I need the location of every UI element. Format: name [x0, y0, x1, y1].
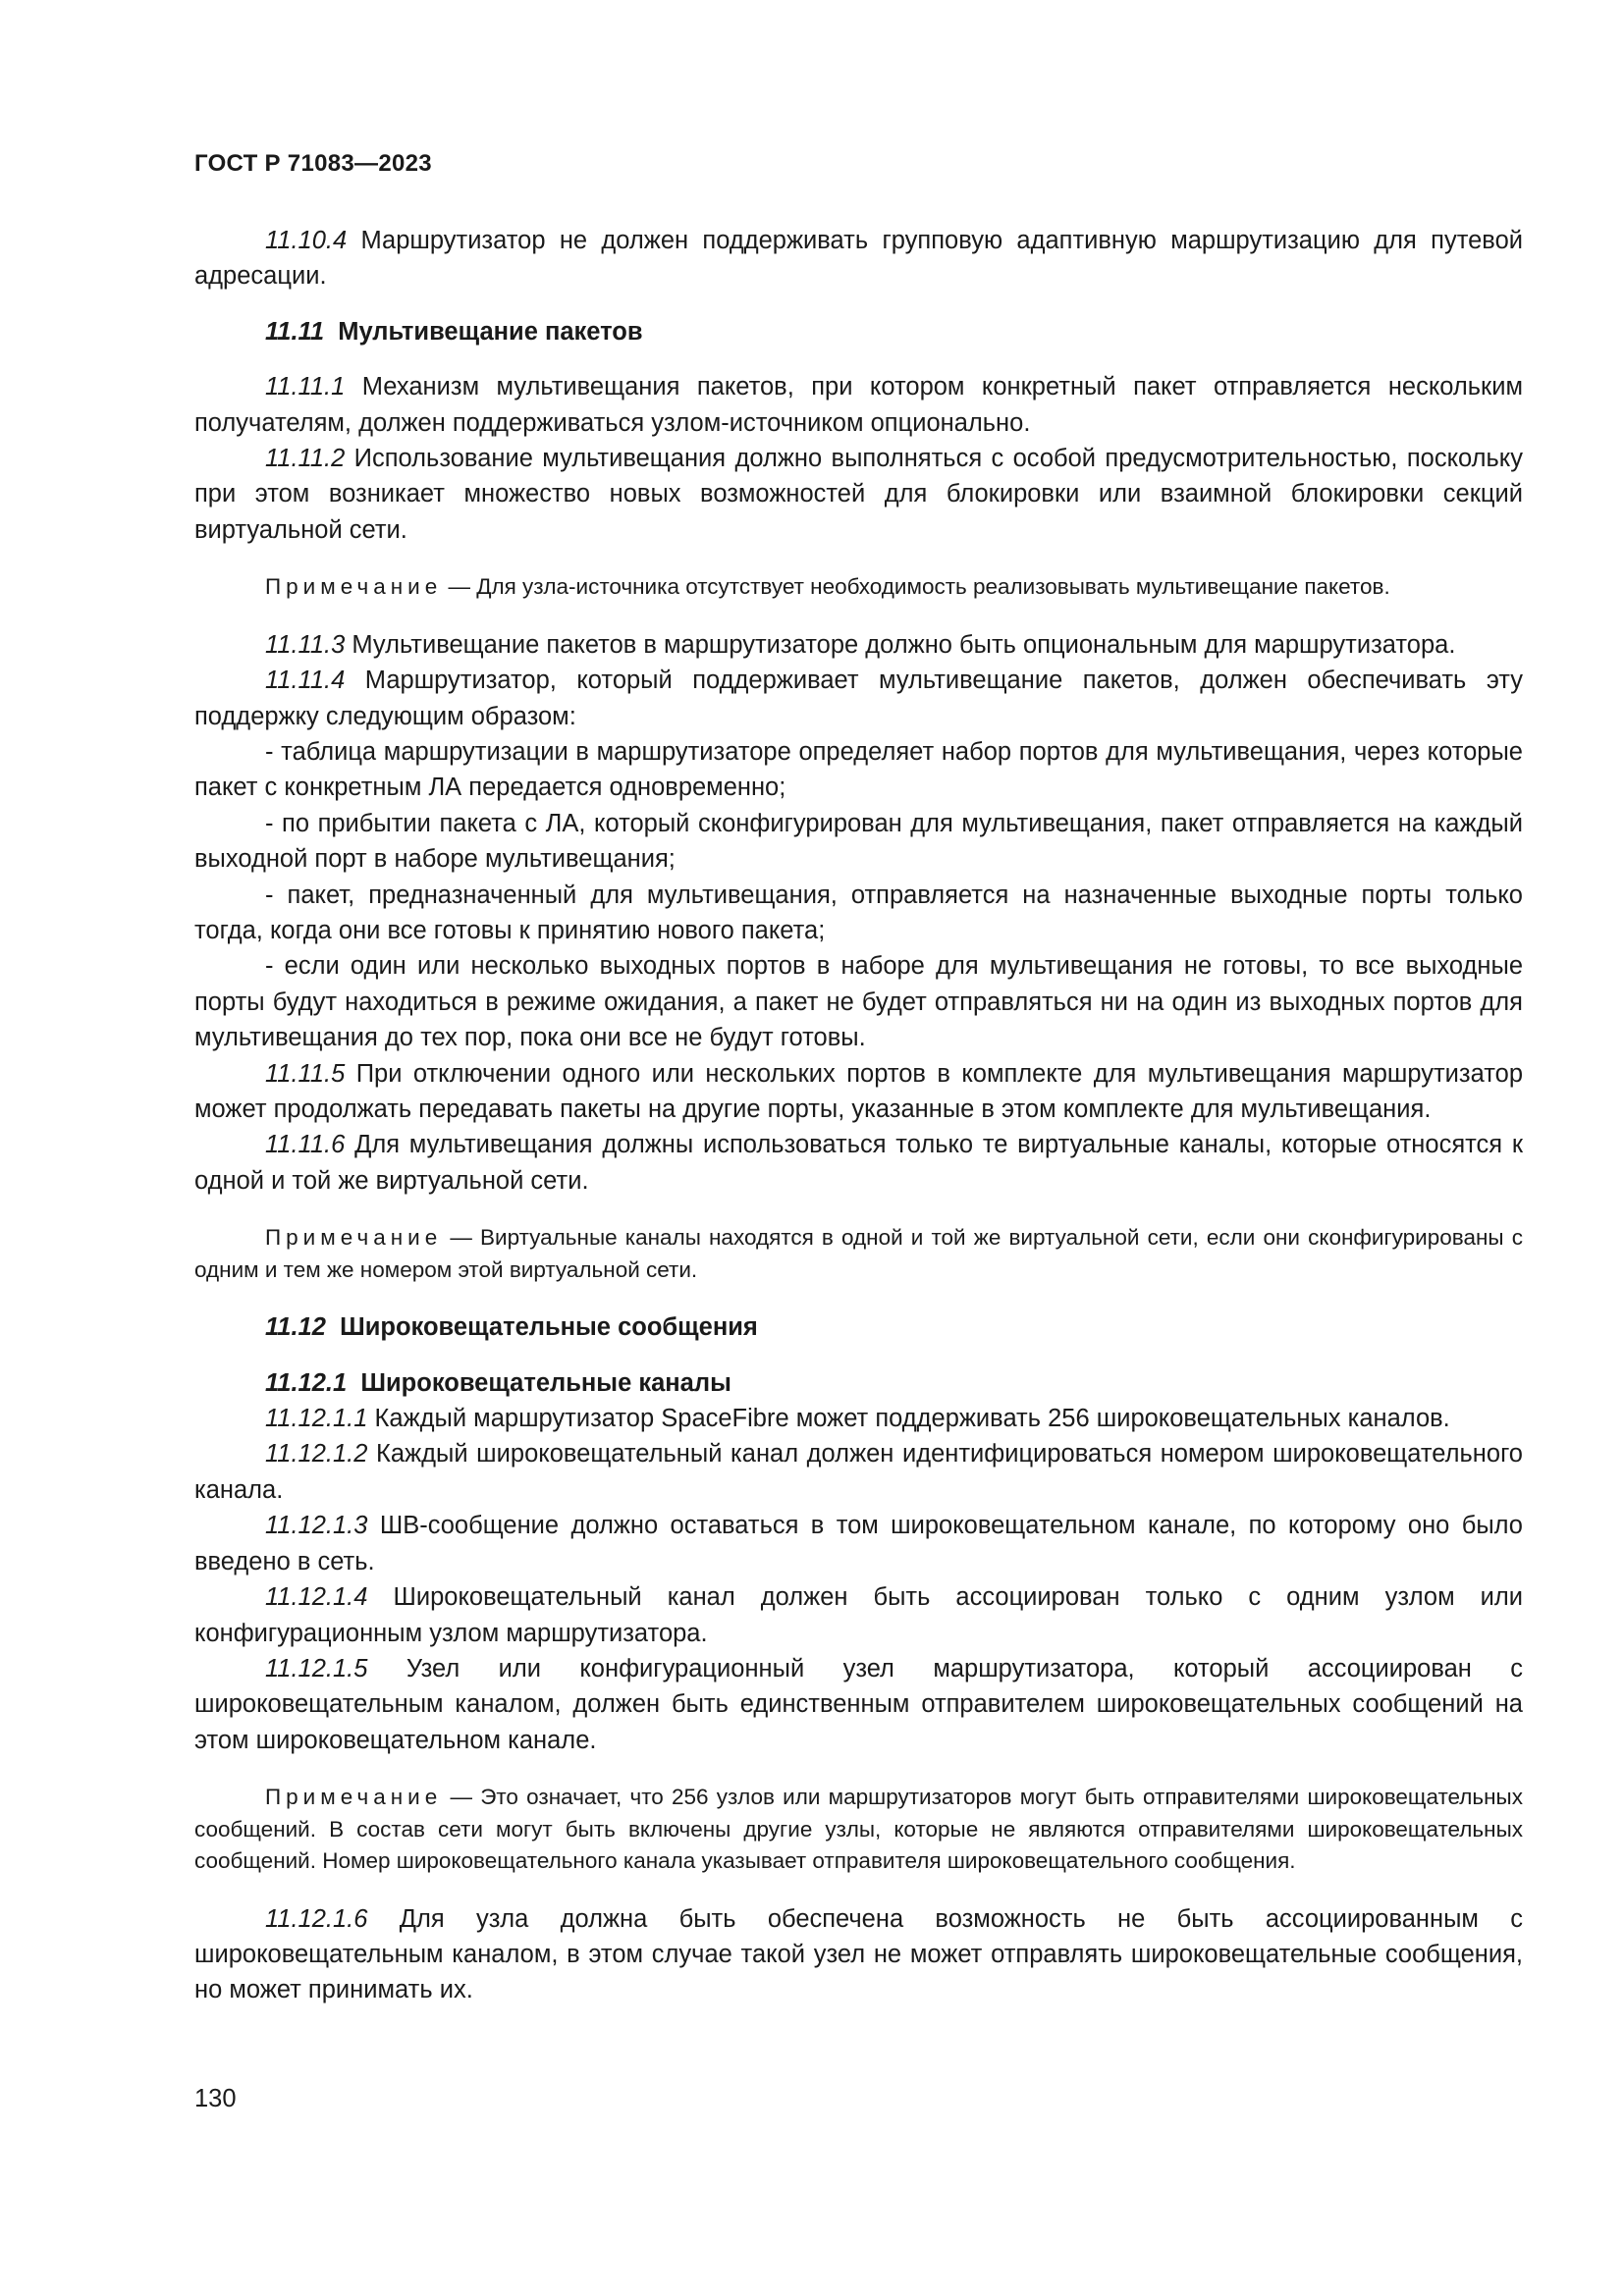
section-heading-11-12 — [194, 1309, 1523, 1345]
paragraph-11-12-1-6 — [194, 1901, 1523, 2008]
clause-text: Узел или конфигурационный узел маршрутизатора, который ассоциирован с широковещательным каналом, должен быть единственным отправителем широковещательных сообщений на этом широковещательном канале. — [194, 1654, 1523, 1754]
list-item: - если один или несколько выходных портов в наборе для мультивещания не готовы, то все выходные порты будут находиться в режиме ожидания, а пакет не будет отправляться ни на один из выходных портов для мультивещания до тех пор, пока они все не будут готовы. — [194, 952, 1523, 1052]
clause-number: 11.12.1.1 — [265, 1405, 368, 1433]
clause-number: 11.12.1.4 — [265, 1583, 368, 1612]
clause-text: Широковещательный канал должен быть ассоциирован только с одним узлом или конфигурационным узлом маршрутизатора. — [194, 1583, 1523, 1647]
list-item: - пакет, предназначенный для мультивещания, отправляется на назначенные выходные порты только тогда, когда они все готовы к принятию нового пакета; — [194, 881, 1523, 944]
section-number: 11.12 — [265, 1313, 326, 1342]
clause-text: Для мультивещания должны использоваться только те виртуальные каналы, которые относятся к одной и той же виртуальной сети. — [194, 1131, 1523, 1195]
subsection-heading-11-12-1 — [194, 1365, 1523, 1401]
paragraph-11-12-1-3 — [194, 1508, 1523, 1579]
page-number: 130 — [194, 2085, 237, 2112]
clause-number: 11.12.1.2 — [265, 1440, 368, 1468]
paragraph-11-12-1-2 — [194, 1436, 1523, 1508]
note-label: Примечание — [265, 1785, 443, 1810]
clause-text: ШВ-сообщение должно оставаться в том широковещательном канале, по которому оно было введено в сеть. — [194, 1512, 1523, 1575]
clause-number: 11.10.4 — [265, 227, 348, 254]
section-number: 11.12.1 — [265, 1368, 348, 1397]
clause-text: Каждый широковещательный канал должен идентифицироваться номером широковещательного канала. — [194, 1440, 1523, 1504]
clause-number: 11.11.5 — [265, 1059, 346, 1088]
document-body — [194, 223, 1523, 2008]
paragraph-11-11-6 — [194, 1127, 1523, 1199]
paragraph-11-12-1-4 — [194, 1579, 1523, 1651]
paragraph-11-10-4 — [194, 223, 1523, 294]
clause-text: Использование мультивещания должно выполняться с особой предусмотрительностью, поскольку при этом возникает множество новых возможностей для блокировки или взаимной блокировки секций виртуальной сети. — [194, 445, 1523, 544]
section-heading-11-11 — [194, 314, 1523, 349]
clause-text: Каждый маршрутизатор SpaceFibre может поддерживать 256 широковещательных каналов. — [374, 1405, 1450, 1433]
paragraph-11-11-3 — [194, 627, 1523, 663]
paragraph-11-11-5 — [194, 1056, 1523, 1128]
note-3 — [194, 1782, 1523, 1878]
section-title: Широковещательные каналы — [360, 1368, 731, 1397]
list-item: - таблица маршрутизации в маршрутизаторе определяет набор портов для мультивещания, через которые пакет с конкретным ЛА передается одновременно; — [194, 737, 1523, 802]
clause-text: Мультивещание пакетов в маршрутизаторе должно быть опциональным для маршрутизатора. — [352, 630, 1456, 659]
note-label: Примечание — [265, 1225, 443, 1251]
note-2 — [194, 1222, 1523, 1286]
clause-number: 11.12.1.3 — [265, 1512, 368, 1540]
paragraph-11-11-2 — [194, 441, 1523, 548]
clause-text: При отключении одного или нескольких портов в комплекте для мультивещания маршрутизатор может продолжать передавать пакеты на другие порты, указанные в этом комплекте для мультивещания. — [194, 1059, 1523, 1124]
paragraph-11-12-1-5 — [194, 1651, 1523, 1758]
section-title: Мультивещание пакетов — [338, 317, 643, 346]
clause-text: Маршрутизатор не должен поддерживать групповую адаптивную маршрутизацию для путевой адресации. — [194, 227, 1523, 291]
paragraph-11-11-1 — [194, 369, 1523, 441]
clause-text: Механизм мультивещания пакетов, при котором конкретный пакет отправляется нескольким получателям, должен поддерживаться узлом-источником опционально. — [194, 373, 1523, 437]
clause-text: Маршрутизатор, который поддерживает мультивещание пакетов, должен обеспечивать эту поддержку следующим образом: — [194, 667, 1523, 730]
paragraph-11-12-1-1 — [194, 1401, 1523, 1436]
note-text: — Виртуальные каналы находятся в одной и той же виртуальной сети, если они сконфигурированы с одним и тем же номером этой виртуальной сети. — [194, 1225, 1523, 1282]
clause-text: Для узла должна быть обеспечена возможность не быть ассоциированным с широковещательным каналом, в этом случае такой узел не может отправлять широковещательные сообщения, но может принимать их. — [194, 1904, 1523, 2004]
note-label: Примечание — [265, 574, 443, 600]
clause-number: 11.11.1 — [265, 373, 346, 401]
list-item: - по прибытии пакета с ЛА, который сконфигурирован для мультивещания, пакет отправляется на каждый выходной порт в наборе мультивещания; — [194, 809, 1523, 874]
clause-number: 11.11.4 — [265, 667, 346, 695]
note-text: — Для узла-источника отсутствует необходимость реализовывать мультивещание пакетов. — [448, 574, 1390, 600]
note-text: — Это означает, что 256 узлов или маршрутизаторов могут быть отправителями широковещательных сообщений. В состав сети могут быть включены другие узлы, которые не являются отправителями широковещательных сообщений. Номер широковещательного канала указывает отправителя широковещательного сообщения. — [194, 1785, 1523, 1874]
clause-number: 11.11.6 — [265, 1131, 346, 1159]
clause-number: 11.12.1.6 — [265, 1904, 368, 1933]
clause-number: 11.11.3 — [265, 630, 346, 659]
note-1 — [194, 571, 1523, 604]
section-title: Широковещательные сообщения — [340, 1313, 758, 1342]
paragraph-11-11-4 — [194, 663, 1523, 734]
clause-number: 11.11.2 — [265, 445, 346, 473]
section-number: 11.11 — [265, 317, 325, 346]
document-header: ГОСТ Р 71083—2023 — [194, 150, 432, 177]
clause-number: 11.12.1.5 — [265, 1654, 368, 1682]
